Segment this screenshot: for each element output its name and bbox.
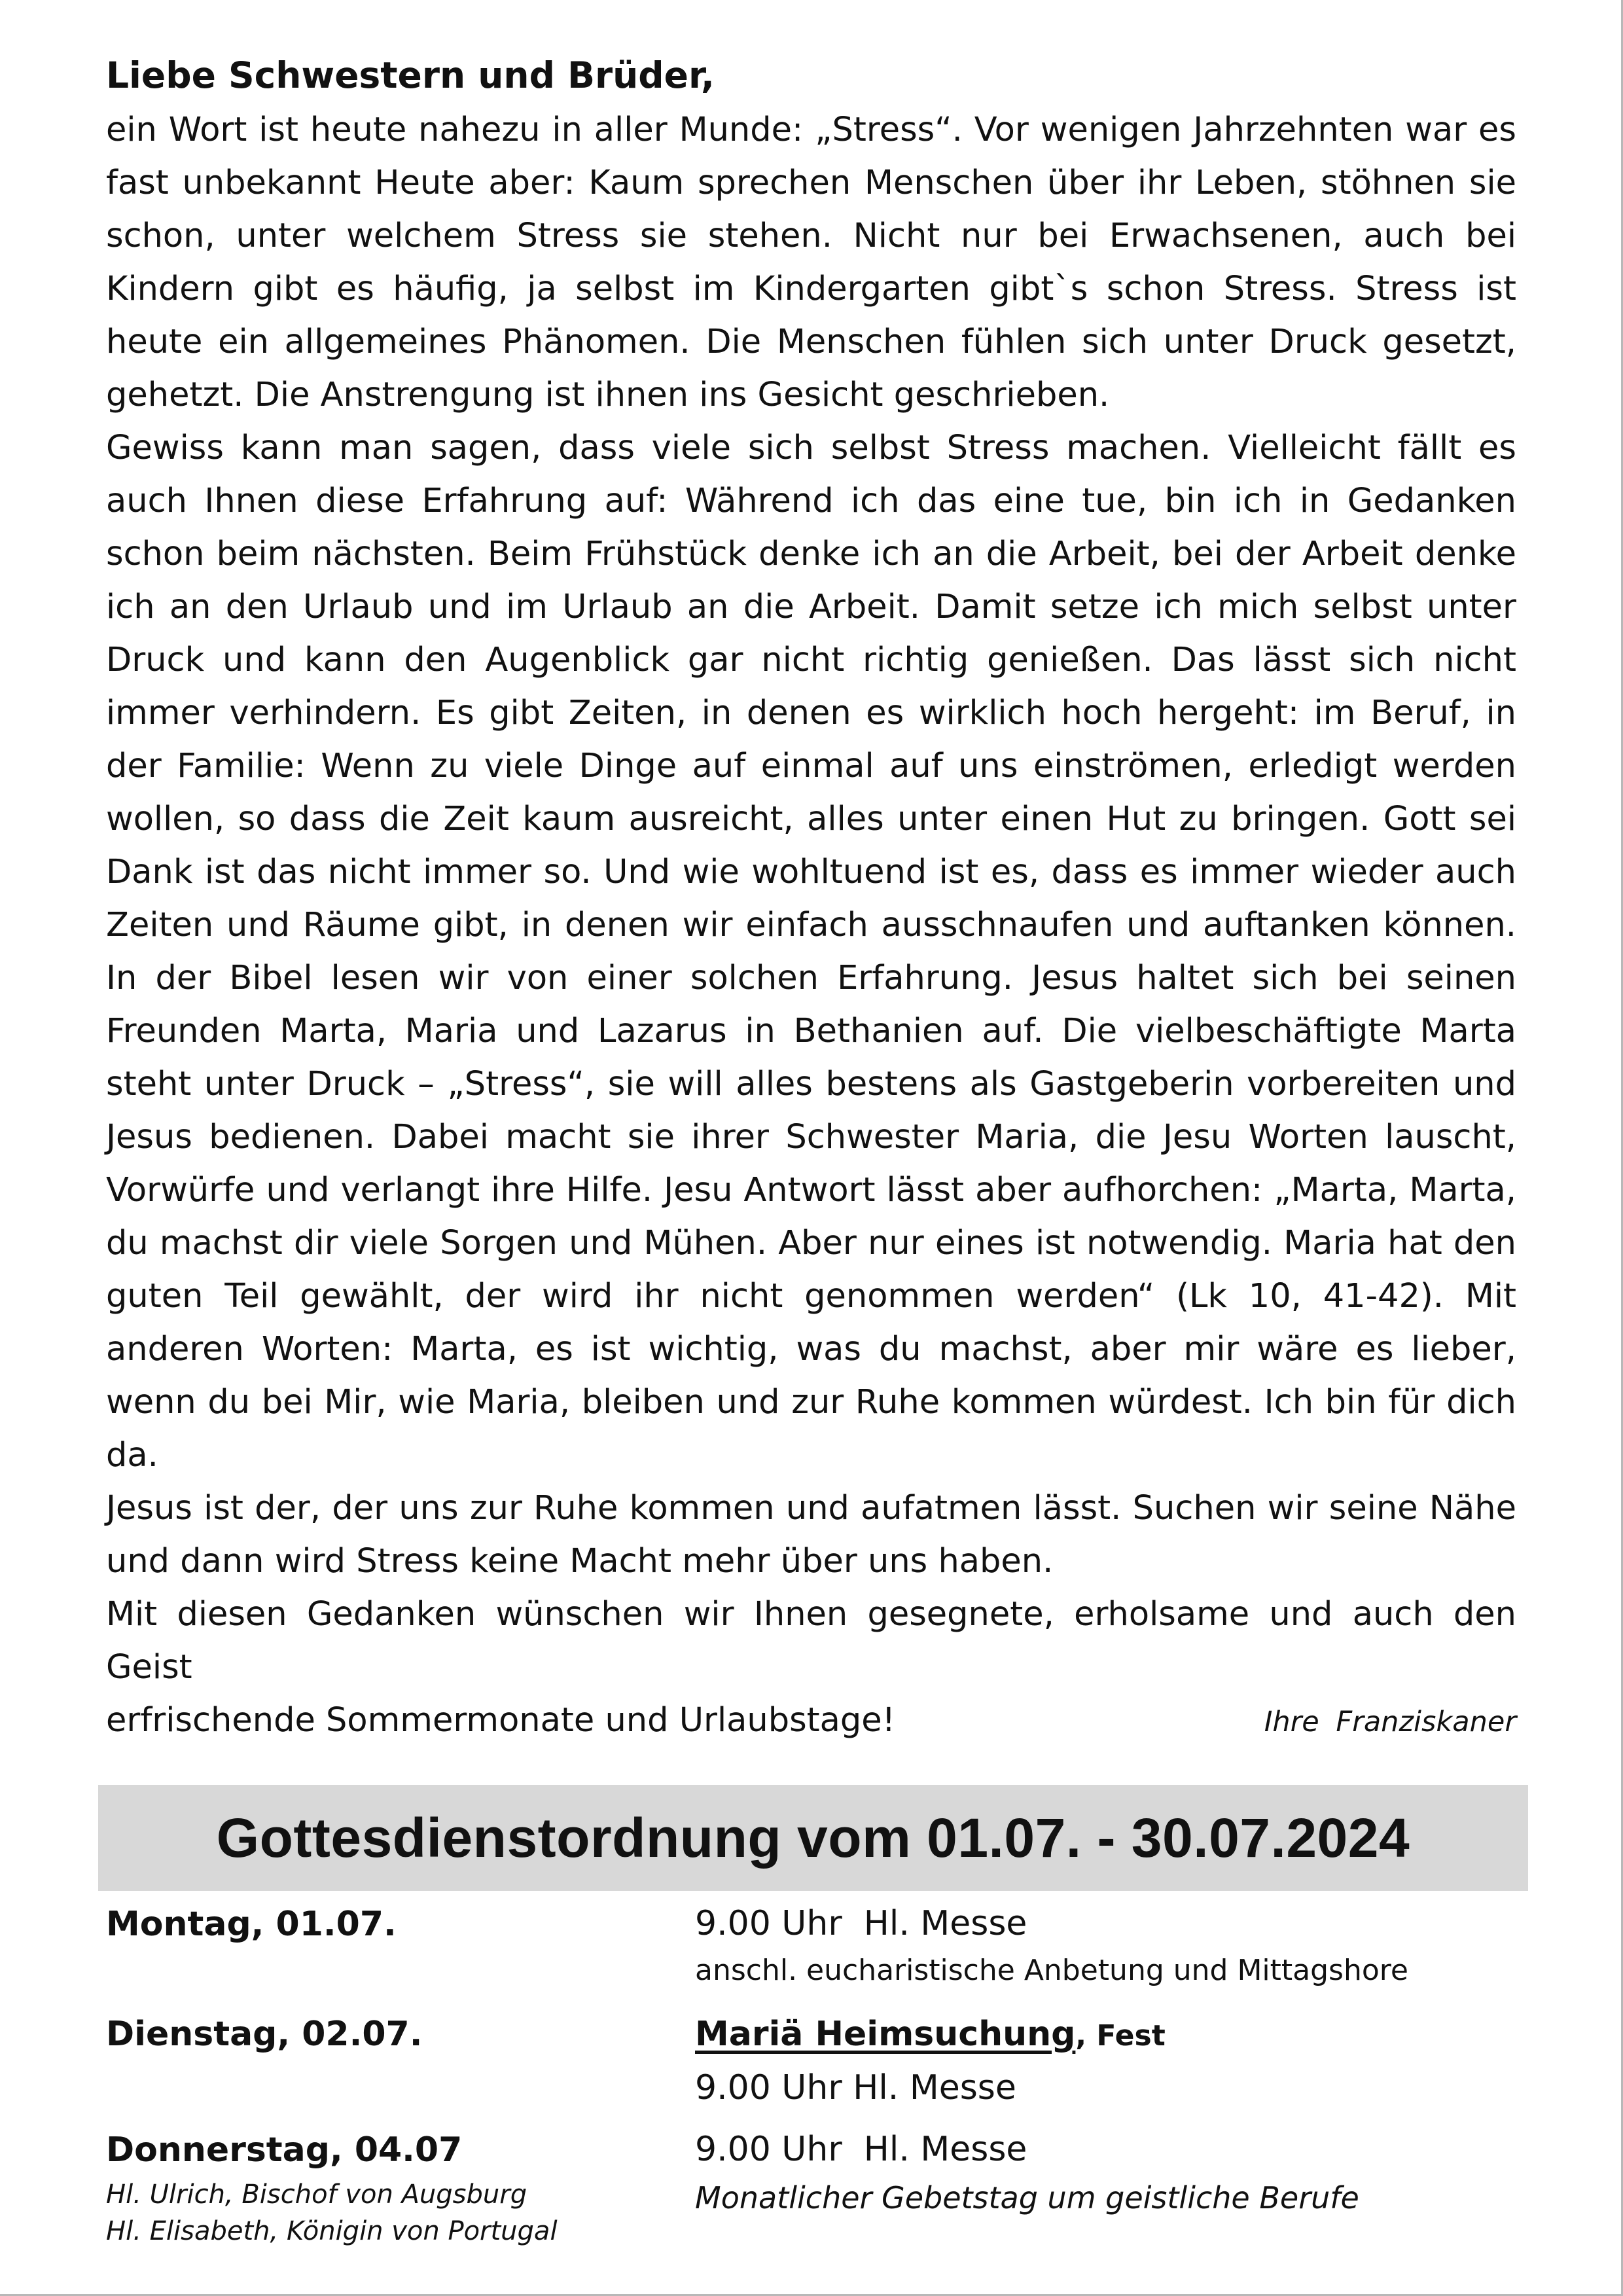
saint-commemoration: Hl. Ulrich, Bischof von Augsburg [106, 2179, 527, 2210]
schedule-day-cell [106, 2008, 682, 2060]
schedule-day-label: Dienstag, 02.07. [106, 2015, 423, 2054]
feast-name: Mariä Heimsuchung [695, 2015, 1076, 2054]
schedule-info-cell [695, 2124, 1516, 2221]
service-time: 9.00 Uhr Hl. Messe [695, 1904, 1027, 1943]
letter-signature: Ihre Franziskaner [1264, 1706, 1516, 1738]
feast-rank: , Fest [1075, 2019, 1166, 2053]
schedule-day-label: Montag, 01.07. [106, 1905, 397, 1944]
letter-greeting: Liebe Schwestern und Brüder, [106, 54, 715, 96]
schedule-day-label: Donnerstag, 04.07 [106, 2130, 463, 2170]
schedule-day-cell [106, 2124, 682, 2250]
service-note: Monatlicher Gebetstag um geistliche Berufe [695, 2180, 1359, 2215]
letter-closing-line: erfrischende Sommermonate und Urlaubstage! [106, 1701, 896, 1740]
service-time: 9.00 Uhr Hl. Messe [695, 2068, 1016, 2108]
letter-paragraph: Gewiss kann man sagen, dass viele sich selbst Stress machen. Vielleicht fällt es auch Ihnen diese Erfahrung auf: Während ich das eine tue, bin ich in Gedanken schon beim nächsten. Beim Frühstück denke ich an die Arbeit, bei der Arbeit denke ich an den Urlaub und im Urlaub an die Arbeit. Damit setze ich mich selbst unter Druck und kann den Augenblick gar nicht richtig genießen. Das lässt sich nicht immer verhindern. Es gibt Zeiten, in denen es wirklich hoch hergeht: im Beruf, in der Familie: Wenn zu viele Dinge auf einmal auf uns einströmen, erledigt werden wollen, so dass die Zeit kaum ausreicht, alles unter einen Hut zu bringen. Gott sei Dank ist das nicht immer so. Und wie wohltuend ist es, dass es immer wieder auch Zeiten und Räume gibt, in denen wir einfach ausschnaufen und auftanken können. In der Bibel lesen wir von einer solchen Erfahrung. Jesus haltet sich bei seinen Freunden Marta, Maria und Lazarus in Bethanien auf. Die vielbeschäftigte Marta steht unter Druck – „Stress“, sie will alles bestens als Gastgeberin vorbereiten und Jesus bedienen. Dabei macht sie ihrer Schwester Maria, die Jesu Worten lauscht, Vorwürfe und verlangt ihre Hilfe. Jesu Antwort lässt aber aufhorchen: „Marta, Marta, du machst dir viele Sorgen und Mühen. Aber nur eines ist notwendig. Maria hat den guten Teil gewählt, der wird ihr nicht genommen werden“ (Lk 10, 41-42). Mit anderen Worten: Marta, es ist wichtig, was du machst, aber mir wäre es lieber, wenn du bei Mir, wie Maria, bleiben und zur Ruhe kommen würdest. Ich bin für dich da. [106, 429, 1516, 1475]
letter-paragraph: Jesus ist der, der uns zur Ruhe kommen und aufatmen lässt. Suchen wir seine Nähe und dann wird Stress keine Macht mehr über uns haben. [106, 1489, 1516, 1581]
service-time: 9.00 Uhr Hl. Messe [695, 2130, 1027, 2169]
schedule-day-cell [106, 1898, 682, 1950]
feast-line [695, 2008, 1516, 2062]
saint-commemoration: Hl. Elisabeth, Königin von Portugal [106, 2216, 558, 2246]
schedule-info-cell [695, 1898, 1516, 1992]
letter-closing [106, 1694, 1516, 1749]
schedule-info-cell [695, 2008, 1516, 2113]
schedule-banner [98, 1785, 1528, 1891]
pastoral-letter [106, 47, 1516, 1749]
schedule-title: Gottesdienstordnung vom 01.07. - 30.07.2024 [216, 1806, 1410, 1869]
letter-paragraph: Mit diesen Gedanken wünschen wir Ihnen gesegnete, erholsame und auch den Geist [106, 1595, 1516, 1687]
service-note: anschl. eucharistische Anbetung und Mittagshore [695, 1954, 1408, 1987]
letter-paragraph: ein Wort ist heute nahezu in aller Munde: „Stress“. Vor wenigen Jahrzehnten war es fast unbekannt Heute aber: Kaum sprechen Menschen über ihr Leben, stöhnen sie schon, unter welchem Stress sie stehen. Nicht nur bei Erwachsenen, auch bei Kindern gibt es häufig, ja selbst im Kindergarten gibt`s schon Stress. Stress ist heute ein allgemeines Phänomen. Die Menschen fühlen sich unter Druck gesetzt, gehetzt. Die Anstrengung ist ihnen ins Gesicht geschrieben. [106, 111, 1516, 414]
